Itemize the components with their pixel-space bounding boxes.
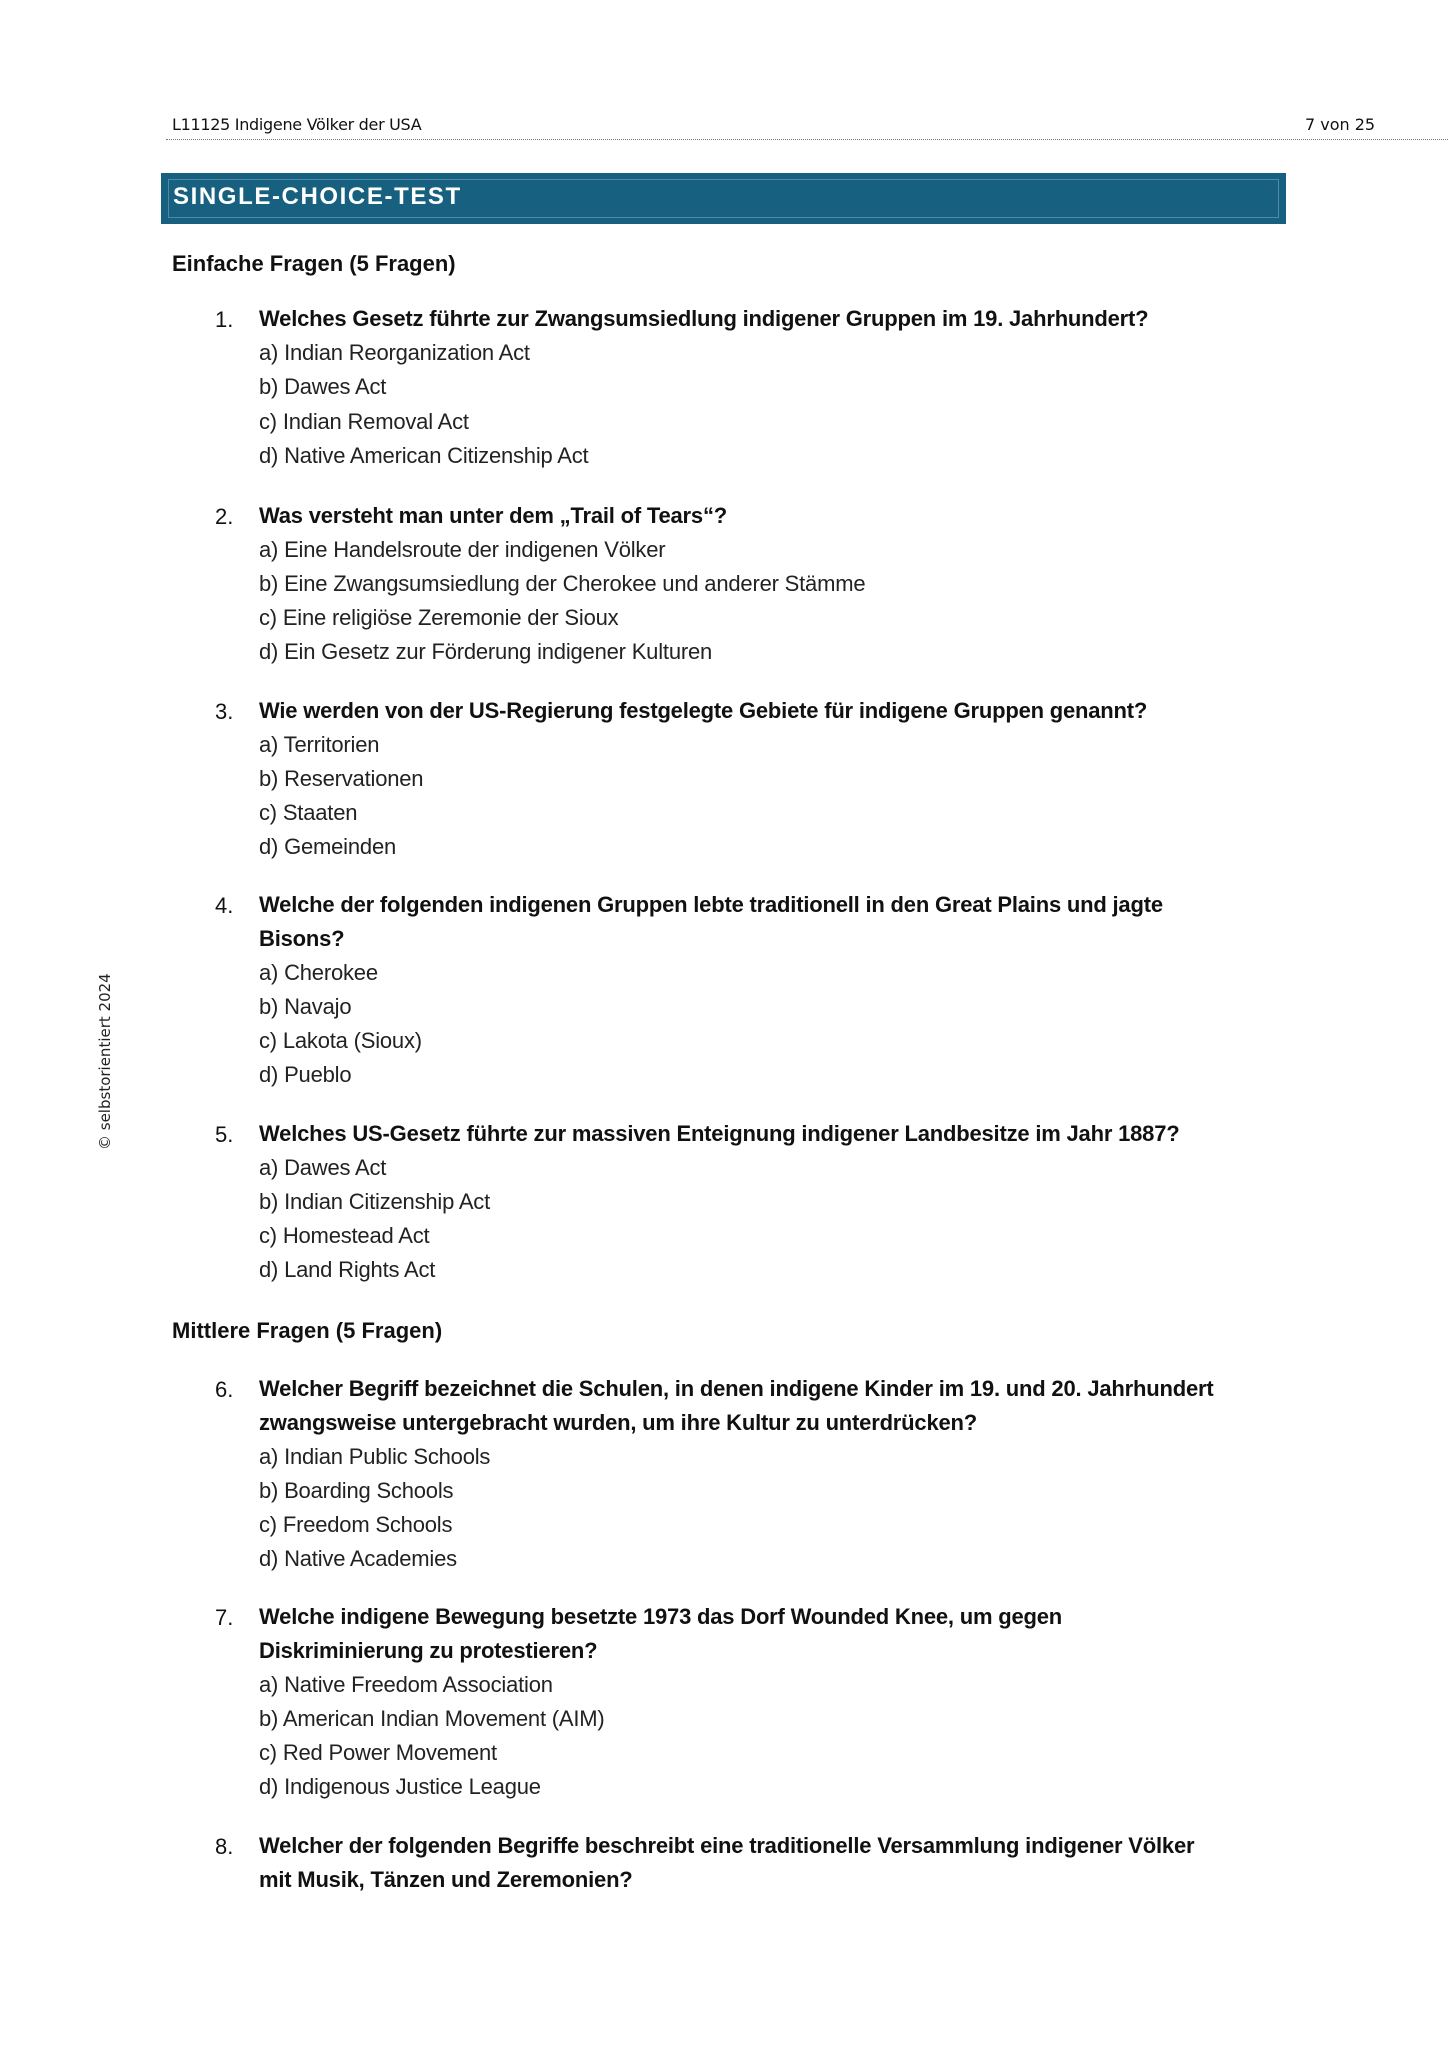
answer-option: b) Dawes Act bbox=[259, 374, 387, 399]
answer-option: a) Territorien bbox=[259, 732, 380, 757]
answer-option: c) Staaten bbox=[259, 800, 358, 825]
answer-option: b) Boarding Schools bbox=[259, 1478, 454, 1503]
answer-option: b) Eine Zwangsumsiedlung der Cherokee und anderer Stämme bbox=[259, 571, 866, 596]
answer-option: a) Dawes Act bbox=[259, 1155, 387, 1180]
question-line: Welche der folgenden indigenen Gruppen lebte traditionell in den Great Plains und jagte bbox=[259, 892, 1163, 917]
question-number: 4. bbox=[215, 893, 234, 918]
question-number: 3. bbox=[215, 699, 234, 724]
question-line: Bisons? bbox=[259, 926, 345, 951]
question-number: 7. bbox=[215, 1605, 234, 1630]
question-line: mit Musik, Tänzen und Zeremonien? bbox=[259, 1867, 633, 1892]
copyright-notice: © selbstorientiert 2024 bbox=[96, 973, 114, 1150]
answer-option: d) Indigenous Justice League bbox=[259, 1774, 541, 1799]
question-line: zwangsweise untergebracht wurden, um ihre Kultur zu unterdrücken? bbox=[259, 1410, 977, 1435]
answer-option: b) Navajo bbox=[259, 994, 352, 1019]
answer-option: c) Indian Removal Act bbox=[259, 409, 469, 434]
question-text bbox=[259, 302, 1148, 336]
page-indicator: 7 von 25 bbox=[1305, 115, 1376, 134]
question-line: Welcher Begriff bezeichnet die Schulen, in denen indigene Kinder im 19. und 20. Jahrhundert bbox=[259, 1376, 1214, 1401]
answer-option: a) Cherokee bbox=[259, 960, 378, 985]
answer-option: c) Homestead Act bbox=[259, 1223, 430, 1248]
answer-option: c) Lakota (Sioux) bbox=[259, 1028, 422, 1053]
question-line: Welches Gesetz führte zur Zwangsumsiedlung indigener Gruppen im 19. Jahrhundert? bbox=[259, 306, 1149, 331]
question-number: 2. bbox=[215, 504, 234, 529]
answer-option: b) Reservationen bbox=[259, 766, 424, 791]
section-heading-easy: Einfache Fragen (5 Fragen) bbox=[172, 251, 456, 276]
question-number: 1. bbox=[215, 307, 234, 332]
answer-option: d) Native Academies bbox=[259, 1546, 457, 1571]
banner-title: SINGLE-CHOICE-TEST bbox=[173, 183, 462, 210]
answer-option: d) Ein Gesetz zur Förderung indigener Kulturen bbox=[259, 639, 713, 664]
answer-option: a) Eine Handelsroute der indigenen Völker bbox=[259, 537, 666, 562]
question-text bbox=[259, 694, 1147, 728]
document-title: L11125 Indigene Völker der USA bbox=[172, 115, 422, 134]
question-text bbox=[259, 499, 727, 533]
answer-option: b) American Indian Movement (AIM) bbox=[259, 1706, 605, 1731]
answer-option: c) Eine religiöse Zeremonie der Sioux bbox=[259, 605, 619, 630]
page-header bbox=[166, 112, 1448, 140]
answer-option: d) Native American Citizenship Act bbox=[259, 443, 589, 468]
answer-option: c) Freedom Schools bbox=[259, 1512, 453, 1537]
answer-option: a) Indian Reorganization Act bbox=[259, 340, 530, 365]
answer-option: b) Indian Citizenship Act bbox=[259, 1189, 491, 1214]
question-text bbox=[259, 1372, 1213, 1440]
question-text bbox=[259, 1829, 1194, 1897]
section-heading-medium: Mittlere Fragen (5 Fragen) bbox=[172, 1318, 443, 1343]
answer-option: c) Red Power Movement bbox=[259, 1740, 497, 1765]
answer-option: d) Land Rights Act bbox=[259, 1257, 436, 1282]
question-text bbox=[259, 1600, 1062, 1668]
question-line: Welcher der folgenden Begriffe beschreibt eine traditionelle Versammlung indigener Völker bbox=[259, 1833, 1195, 1858]
question-text bbox=[259, 888, 1163, 956]
question-line: Welches US-Gesetz führte zur massiven Enteignung indigener Landbesitze im Jahr 1887? bbox=[259, 1121, 1180, 1146]
answer-option: d) Pueblo bbox=[259, 1062, 352, 1087]
answer-option: d) Gemeinden bbox=[259, 834, 397, 859]
question-number: 8. bbox=[215, 1834, 234, 1859]
question-number: 5. bbox=[215, 1122, 234, 1147]
question-line: Was versteht man unter dem „Trail of Tears“? bbox=[259, 503, 727, 528]
question-line: Welche indigene Bewegung besetzte 1973 das Dorf Wounded Knee, um gegen bbox=[259, 1604, 1063, 1629]
question-text bbox=[259, 1117, 1179, 1151]
question-line: Diskriminierung zu protestieren? bbox=[259, 1638, 598, 1663]
question-line: Wie werden von der US-Regierung festgelegte Gebiete für indigene Gruppen genannt? bbox=[259, 698, 1148, 723]
answer-option: a) Indian Public Schools bbox=[259, 1444, 491, 1469]
section-banner bbox=[161, 173, 1286, 224]
answer-option: a) Native Freedom Association bbox=[259, 1672, 553, 1697]
question-number: 6. bbox=[215, 1377, 234, 1402]
